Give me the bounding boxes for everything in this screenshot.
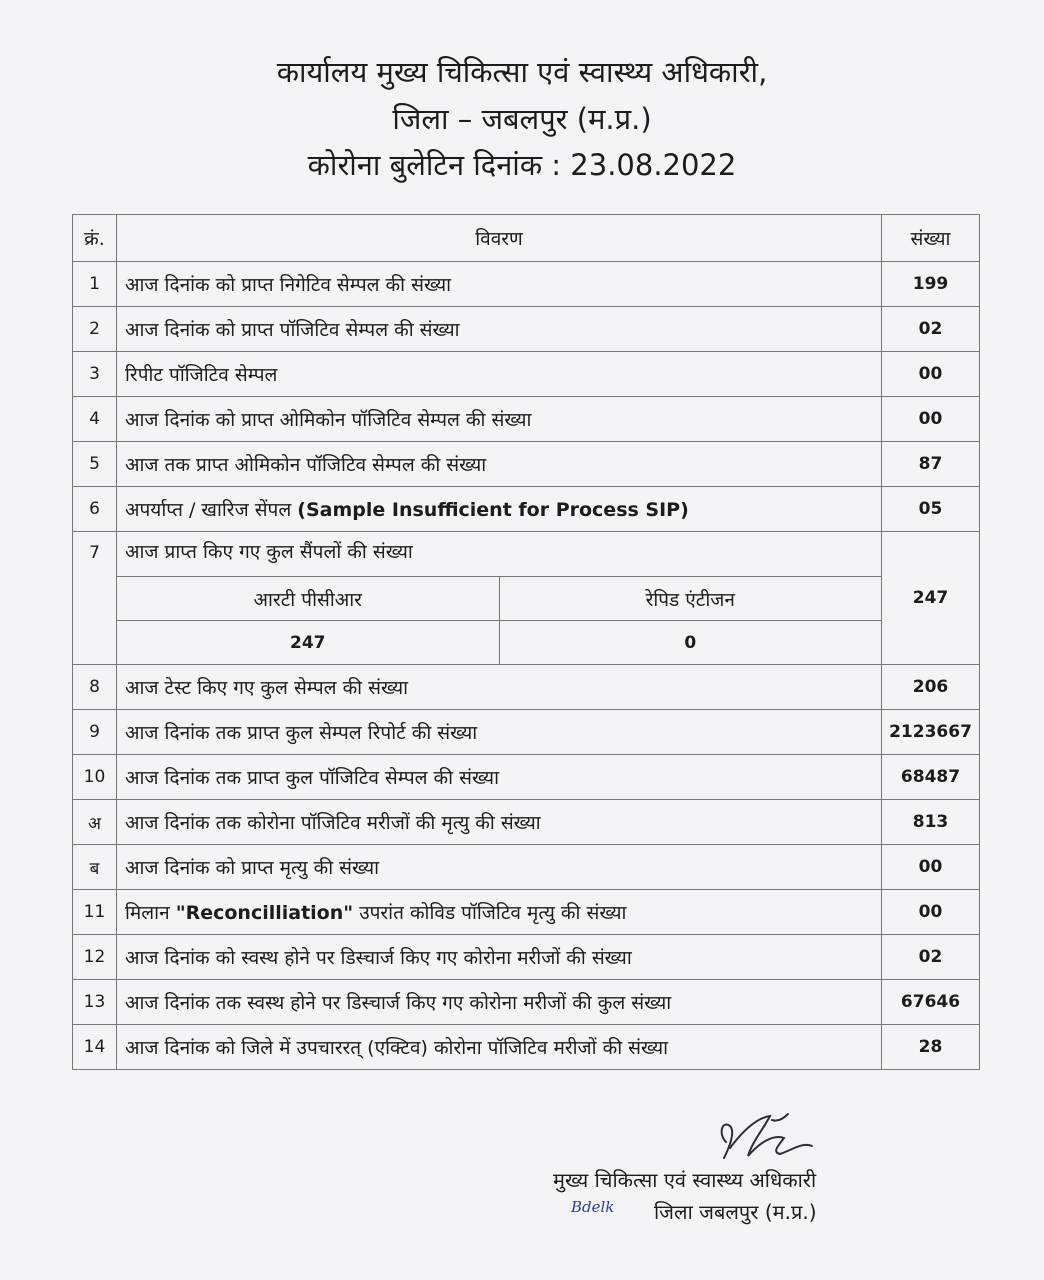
row-desc: [117, 890, 882, 935]
row-desc-english: "Reconcilliation": [175, 902, 354, 924]
row-no: 6: [73, 487, 117, 532]
row-desc-post: उपरांत कोविड पॉजिटिव मृत्यु की संख्या: [359, 902, 627, 924]
signature-mark: [712, 1112, 822, 1174]
row-desc: आज दिनांक को जिले में उपचाररत् (एक्टिव) कोरोना पॉजिटिव मरीजों की संख्या: [117, 1025, 882, 1070]
table-row: [73, 307, 980, 352]
row-desc-hindi: अपर्याप्त / खारिज सेंपल: [125, 499, 292, 521]
row-desc: आज दिनांक को स्वस्थ होने पर डिस्चार्ज किए गए कोरोना मरीजों की संख्या: [117, 935, 882, 980]
table-row: [73, 980, 980, 1025]
row-no: ब: [73, 845, 117, 890]
antigen-value: 0: [499, 621, 881, 665]
district-title: जिला – जबलपुर (म.प्र.): [392, 102, 652, 136]
row-value: 67646: [882, 980, 980, 1025]
sample-type-subtable: [117, 576, 881, 664]
row-desc-english: (Sample Insufficient for Process SIP): [297, 499, 689, 521]
bulletin-title: कोरोना बुलेटिन दिनांक : 23.08.2022: [307, 148, 737, 182]
header-value: संख्या: [882, 215, 980, 262]
row-no: 8: [73, 665, 117, 710]
row-no: 13: [73, 980, 117, 1025]
row-no: 9: [73, 710, 117, 755]
signatory-district: जिला जबलपुर (म.प्र.): [654, 1200, 817, 1224]
row-desc: आज दिनांक तक प्राप्त कुल पॉजिटिव सेम्पल की संख्या: [117, 755, 882, 800]
table-row: [73, 755, 980, 800]
row-no: 7: [73, 532, 117, 665]
rtpcr-value: 247: [117, 621, 499, 665]
row-no: 12: [73, 935, 117, 980]
row-value: 87: [882, 442, 980, 487]
table-row: [73, 890, 980, 935]
initials-mark: Bdelk: [571, 1198, 615, 1216]
row-value: 2123667: [882, 710, 980, 755]
row-no: 10: [73, 755, 117, 800]
table-row: [73, 935, 980, 980]
row-no: 3: [73, 352, 117, 397]
table-row: [73, 442, 980, 487]
row-value: 02: [882, 307, 980, 352]
row-no: 4: [73, 397, 117, 442]
row-no: 5: [73, 442, 117, 487]
row-value: 28: [882, 1025, 980, 1070]
row-desc: आज दिनांक को प्राप्त मृत्यु की संख्या: [117, 845, 882, 890]
row-no: अ: [73, 800, 117, 845]
header-no: क्रं.: [73, 215, 117, 262]
table-row: [73, 845, 980, 890]
row-desc-pre: मिलान: [125, 902, 170, 924]
row-value: 00: [882, 890, 980, 935]
row-value: 813: [882, 800, 980, 845]
row-desc: रिपीट पॉजिटिव सेम्पल: [117, 352, 882, 397]
row-value: 00: [882, 397, 980, 442]
antigen-label: रेपिड एंटीजन: [499, 577, 881, 621]
row-value: 206: [882, 665, 980, 710]
row-desc: [117, 487, 882, 532]
row-no: 11: [73, 890, 117, 935]
row-desc: आज दिनांक तक प्राप्त कुल सेम्पल रिपोर्ट की संख्या: [117, 710, 882, 755]
row-no: 14: [73, 1025, 117, 1070]
row-value: 02: [882, 935, 980, 980]
row-desc-merged: [117, 532, 882, 665]
office-title: कार्यालय मुख्य चिकित्सा एवं स्वास्थ्य अधिकारी,: [276, 55, 768, 89]
row-value: 00: [882, 352, 980, 397]
header-desc: विवरण: [117, 215, 882, 262]
table-row: [73, 1025, 980, 1070]
row-desc: आज दिनांक को प्राप्त निगेटिव सेम्पल की संख्या: [117, 262, 882, 307]
row-no: 2: [73, 307, 117, 352]
table-row: [73, 352, 980, 397]
row-desc: आज दिनांक तक स्वस्थ होने पर डिस्चार्ज किए गए कोरोना मरीजों की कुल संख्या: [117, 980, 882, 1025]
rtpcr-label: आरटी पीसीआर: [117, 577, 499, 621]
row-desc: आज टेस्ट किए गए कुल सेम्पल की संख्या: [117, 665, 882, 710]
row-no: 1: [73, 262, 117, 307]
row-value: 68487: [882, 755, 980, 800]
table-row: [73, 262, 980, 307]
table-row: [73, 710, 980, 755]
bulletin-table: [72, 214, 980, 1070]
table-header-row: [73, 215, 980, 262]
table-row: [73, 487, 980, 532]
table-row: [73, 397, 980, 442]
row-value: 05: [882, 487, 980, 532]
table-row: [73, 665, 980, 710]
table-row: [73, 800, 980, 845]
signatory-designation: मुख्य चिकित्सा एवं स्वास्थ्य अधिकारी: [553, 1168, 817, 1192]
row-desc: आज प्राप्त किए गए कुल सैंपलों की संख्या: [125, 541, 413, 563]
row-desc: आज तक प्राप्त ओमिकोन पॉजिटिव सेम्पल की संख्या: [117, 442, 882, 487]
table-row-samples-received: [73, 532, 980, 665]
row-desc: आज दिनांक को प्राप्त पॉजिटिव सेम्पल की संख्या: [117, 307, 882, 352]
row-desc: आज दिनांक को प्राप्त ओमिकोन पॉजिटिव सेम्पल की संख्या: [117, 397, 882, 442]
row-value: 247: [882, 532, 980, 665]
row-value: 00: [882, 845, 980, 890]
row-desc: आज दिनांक तक कोरोना पॉजिटिव मरीजों की मृत्यु की संख्या: [117, 800, 882, 845]
row-value: 199: [882, 262, 980, 307]
